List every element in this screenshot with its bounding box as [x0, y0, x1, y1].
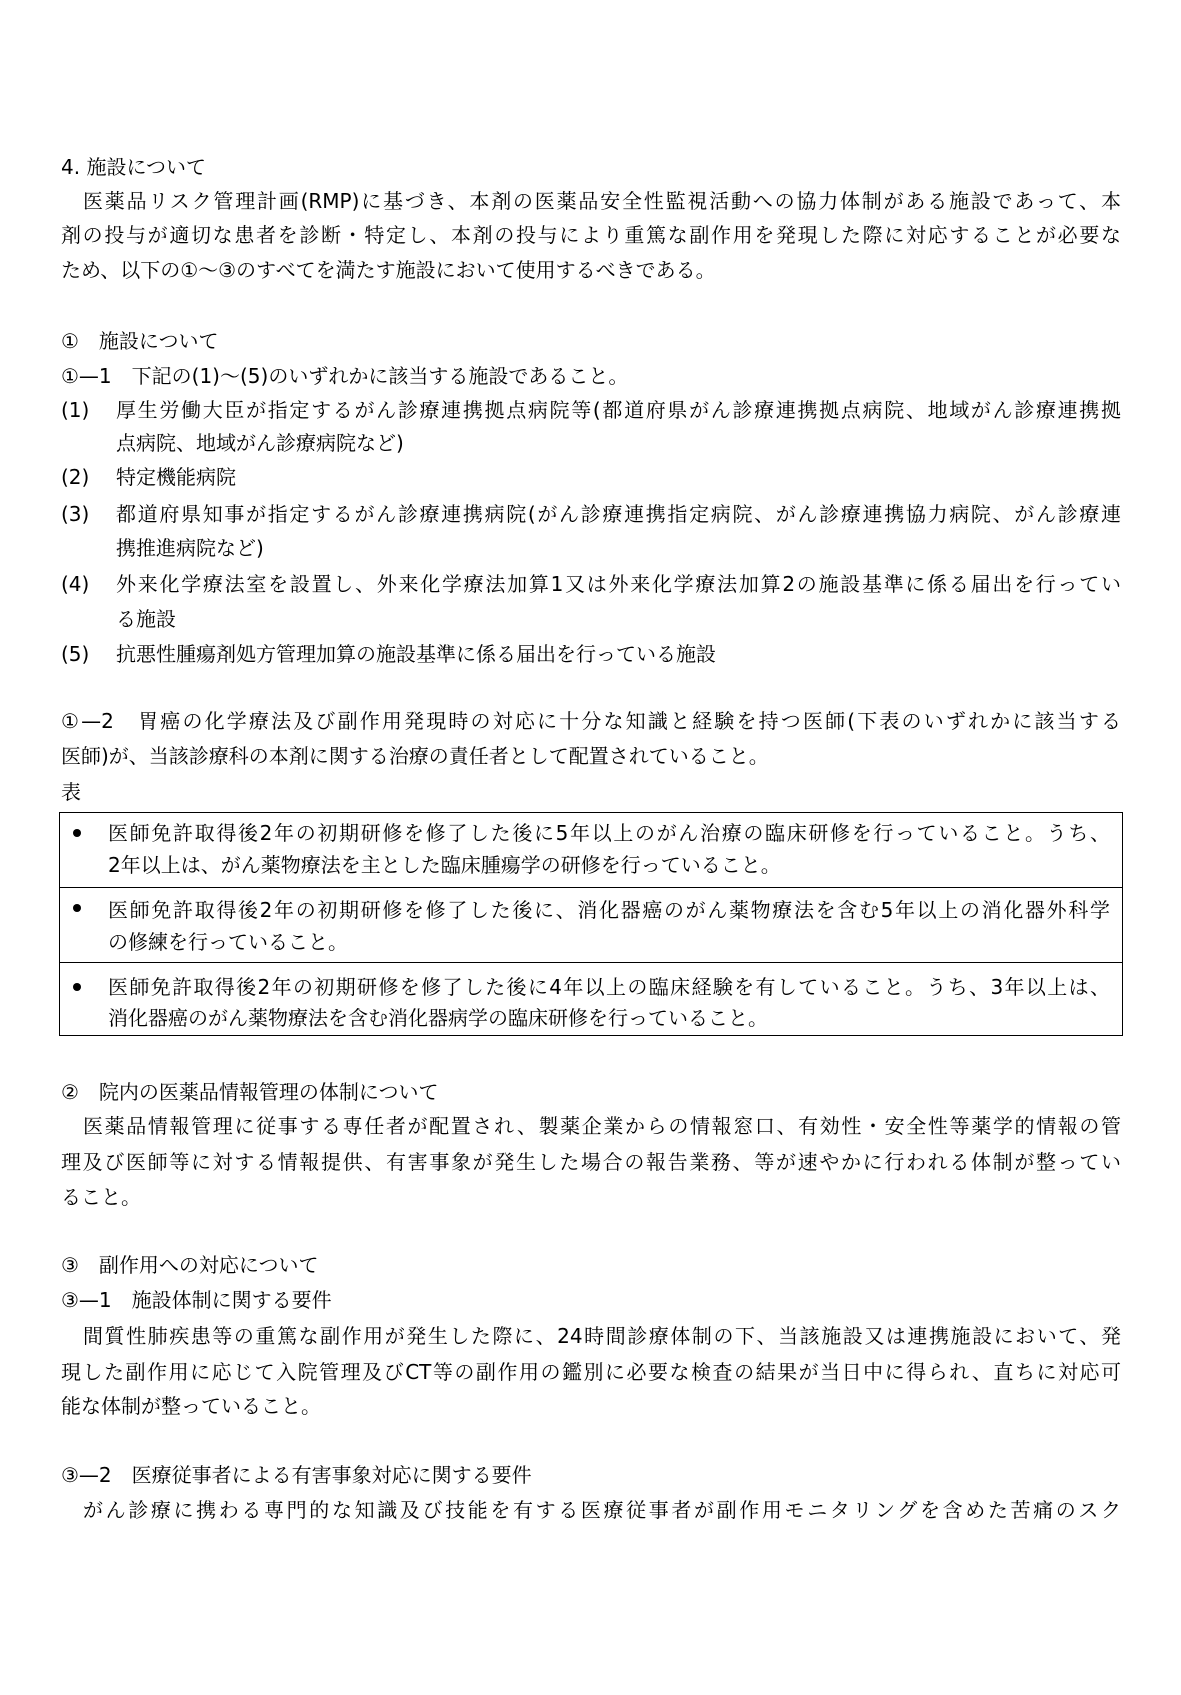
list-item-label: (2) — [61, 465, 90, 489]
table-cell-line: 医師免許取得後2年の初期研修を修了した後に、消化器癌のがん薬物療法を含む5年以上の消化器外科学 — [108, 898, 1110, 922]
table-cell-line: 医師免許取得後2年の初期研修を修了した後に4年以上の臨床経験を有していること。うち、3年以上は、 — [108, 975, 1110, 999]
subsection-heading: ①—2 胃癌の化学療法及び副作用発現時の対応に十分な知識と経験を持つ医師(下表のいずれかに該当する — [61, 709, 1121, 733]
list-item-text: 抗悪性腫瘍剤処方管理加算の施設基準に係る届出を行っている施設 — [116, 642, 716, 666]
list-item-label: (5) — [61, 642, 90, 666]
list-item-label: (3) — [61, 502, 90, 526]
table-row — [60, 962, 1122, 1037]
list-item-text: 厚生労働大臣が指定するがん診療連携拠点病院等(都道府県がん診療連携拠点病院、地域がん診療連携拠 — [116, 398, 1121, 422]
paragraph-line: 能な体制が整っていること。 — [61, 1394, 321, 1418]
paragraph-line: 剤の投与が適切な患者を診断・特定し、本剤の投与により重篤な副作用を発現した際に対応することが必要な — [61, 223, 1121, 247]
paragraph-line: がん診療に携わる専門的な知識及び技能を有する医療従事者が副作用モニタリングを含めた苦痛のスク — [83, 1498, 1121, 1522]
table-cell-line: 医師免許取得後2年の初期研修を修了した後に5年以上のがん治療の臨床研修を行っていること。うち、 — [108, 821, 1110, 845]
list-item-text: 外来化学療法室を設置し、外来化学療法加算1又は外来化学療法加算2の施設基準に係る届出を行ってい — [116, 572, 1121, 596]
paragraph-line: ため、以下の①～③のすべてを満たす施設において使用するべきである。 — [61, 258, 716, 282]
paragraph-line: ること。 — [61, 1185, 141, 1209]
table-row — [60, 887, 1122, 963]
subsection-heading: ② 院内の医薬品情報管理の体制について — [61, 1080, 439, 1104]
paragraph-line: 医薬品情報管理に従事する専任者が配置され、製薬企業からの情報窓口、有効性・安全性等薬学的情報の管 — [83, 1114, 1121, 1138]
table-row — [60, 813, 1122, 887]
list-item-label: (1) — [61, 398, 90, 422]
subsection-heading: ① 施設について — [61, 329, 219, 353]
subsection-heading: ③—2 医療従事者による有害事象対応に関する要件 — [61, 1463, 532, 1487]
paragraph-line: 現した副作用に応じて入院管理及びCT等の副作用の鑑別に必要な検査の結果が当日中に得られ、直ちに対応可 — [61, 1360, 1121, 1384]
paragraph-line: 医師)が、当該診療科の本剤に関する治療の責任者として配置されていること。 — [61, 744, 769, 768]
requirements-table — [59, 812, 1123, 1036]
table-label: 表 — [61, 780, 81, 804]
section-heading: 4. 施設について — [61, 155, 207, 179]
list-item-text: 特定機能病院 — [116, 465, 236, 489]
list-item-text: 点病院、地域がん診療病院など) — [116, 431, 404, 455]
list-item-text: る施設 — [116, 607, 176, 631]
paragraph-line: 医薬品リスク管理計画(RMP)に基づき、本剤の医薬品安全性監視活動への協力体制がある施設であって、本 — [83, 189, 1121, 213]
list-item-text: 都道府県知事が指定するがん診療連携病院(がん診療連携指定病院、がん診療連携協力病院、がん診療連 — [116, 502, 1121, 526]
paragraph-line: 理及び医師等に対する情報提供、有害事象が発生した場合の報告業務、等が速やかに行われる体制が整ってい — [61, 1150, 1121, 1174]
subsection-heading: ③ 副作用への対応について — [61, 1253, 319, 1277]
bullet-icon — [73, 983, 81, 991]
subsection-heading: ①—1 下記の(1)～(5)のいずれかに該当する施設であること。 — [61, 364, 629, 388]
table-cell-line: の修練を行っていること。 — [108, 930, 348, 954]
paragraph-line: 間質性肺疾患等の重篤な副作用が発生した際に、24時間診療体制の下、当該施設又は連携施設において、発 — [83, 1324, 1121, 1348]
subsection-heading: ③—1 施設体制に関する要件 — [61, 1288, 332, 1312]
table-cell-line: 2年以上は、がん薬物療法を主とした臨床腫瘍学の研修を行っていること。 — [108, 853, 781, 877]
bullet-icon — [73, 829, 81, 837]
table-cell-line: 消化器癌のがん薬物療法を含む消化器病学の臨床研修を行っていること。 — [108, 1006, 768, 1030]
list-item-label: (4) — [61, 572, 90, 596]
bullet-icon — [73, 904, 81, 912]
list-item-text: 携推進病院など) — [116, 536, 264, 560]
